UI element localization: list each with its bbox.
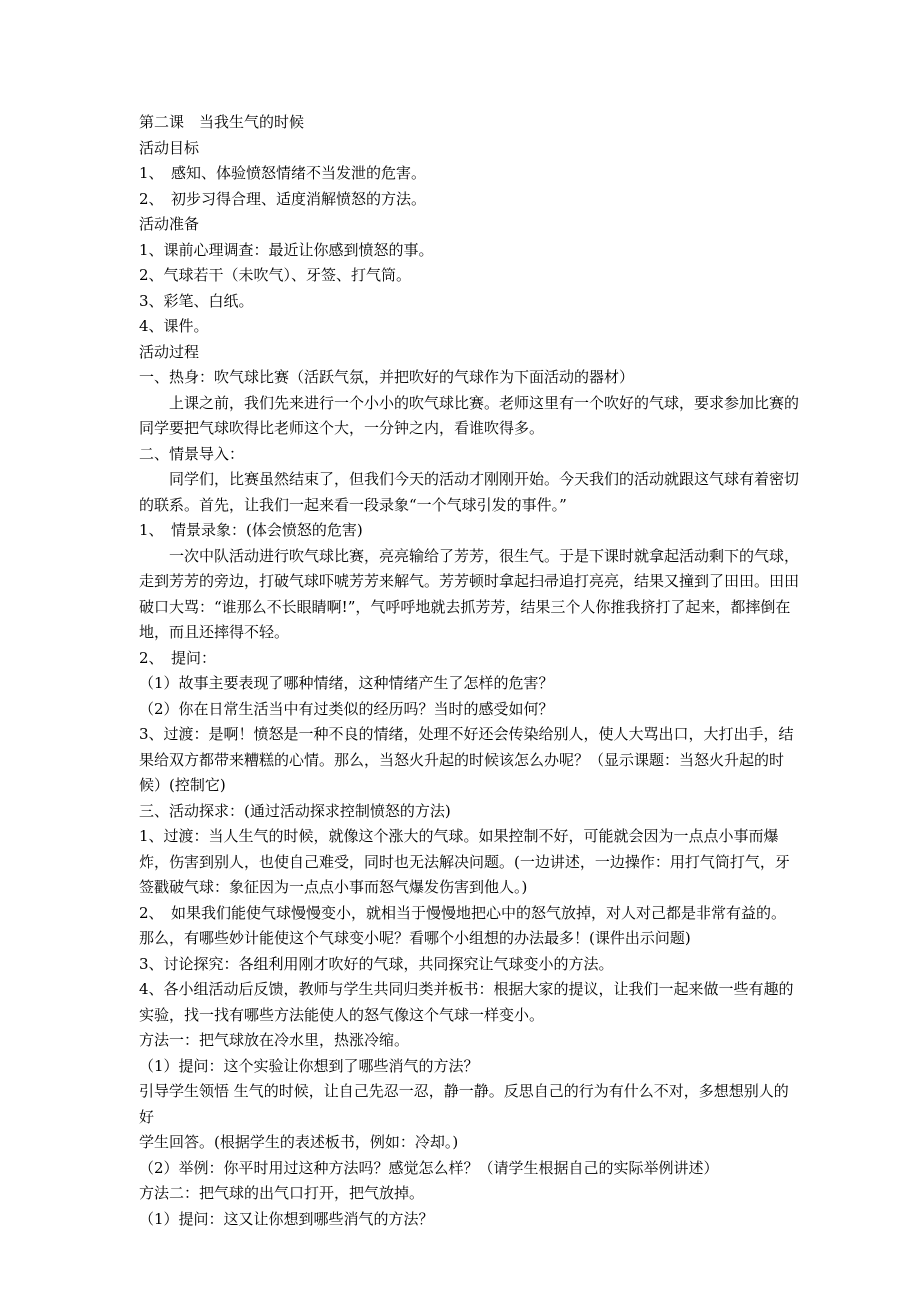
paragraph-line: 同学们，比赛虽然结束了，但我们今天的活动才刚刚开始。今天我们的活动就跟这气球有着密切的联系。首先，让我们一起来看一段录象“一个气球引发的事件。” bbox=[139, 470, 800, 514]
paragraph-line: （1）提问：这个实验让你想到了哪些消气的方法？ bbox=[139, 1056, 479, 1075]
paragraph-line: 方法二：把气球的出气口打开，把气放掉。 bbox=[139, 1184, 425, 1202]
paragraph-line: 3、讨论探究：各组利用刚才吹好的气球，共同探究让气球变小的方法。 bbox=[139, 954, 614, 973]
paragraph-line: 2、气球若干（未吹气）、牙签、打气筒。 bbox=[139, 266, 412, 284]
paragraph-line: 4、课件。 bbox=[139, 317, 209, 335]
paragraph-line: 1、 情景录象：(体会愤怒的危害) bbox=[139, 521, 363, 539]
document-body bbox=[139, 110, 799, 1232]
paragraph-line: （1）故事主要表现了哪种情绪，这种情绪产生了怎样的危害？ bbox=[139, 674, 554, 692]
paragraph-line: 1、 感知、体验愤怒情绪不当发泄的危害。 bbox=[139, 164, 427, 182]
paragraph-line: （2）举例：你平时用过这种方法吗？感觉怎么样？（请学生根据自己的实际举例讲述） bbox=[139, 1158, 719, 1177]
paragraph-line: 3、彩笔、白纸。 bbox=[139, 291, 254, 310]
paragraph-line: （2）你在日常生活当中有过类似的经历吗？当时的感受如何？ bbox=[139, 699, 554, 718]
paragraph-line: 方法一：把气球放在冷水里，热涨冷缩。 bbox=[139, 1031, 410, 1049]
paragraph-line: 三、活动探求：(通过活动探求控制愤怒的方法) bbox=[139, 801, 451, 820]
paragraph-line: 1、课前心理调查：最近让你感到愤怒的事。 bbox=[139, 240, 434, 259]
paragraph-line: 2、 如果我们能使气球慢慢变小，就相当于慢慢地把心中的怒气放掉，对人对己都是非常有益的。那么，有哪些妙计能使这个气球变小呢？看哪个小组想的办法最多！(课件出示问题) bbox=[139, 903, 787, 947]
paragraph-line: 活动准备 bbox=[139, 215, 200, 233]
paragraph-line: 活动过程 bbox=[139, 342, 200, 361]
lesson-title: 第二课 当我生气的时候 bbox=[139, 113, 305, 131]
paragraph-line: 活动目标 bbox=[139, 138, 200, 157]
paragraph-line: 引导学生领悟 生气的时候，让自己先忍一忍，静一静。反思自己的行为有什么不对，多想想别人的好 bbox=[139, 1082, 789, 1126]
paragraph-line: 2、 初步习得合理、适度消解愤怒的方法。 bbox=[139, 189, 427, 208]
paragraph-line: 3、过渡：是啊！愤怒是一种不良的情绪，处理不好还会传染给别人，使人大骂出口，大打出手，结果给双方都带来糟糕的心情。那么，当怒火升起的时候该怎么办呢？（显示课题：当怒火升起的时候）(控制它) bbox=[139, 725, 794, 794]
paragraph-line: 二、情景导入： bbox=[139, 444, 245, 463]
paragraph-line: 1、过渡：当人生气的时候，就像这个涨大的气球。如果控制不好，可能就会因为一点点小事而爆炸，伤害到别人，也使自己难受，同时也无法解决问题。(一边讲述，一边操作：用打气筒打气，牙签戳破气球：象征因为一点点小事而怒气爆发伤害到他人。) bbox=[139, 827, 790, 896]
paragraph-line: 一、热身：吹气球比赛（活跃气氛，并把吹好的气球作为下面活动的器材） bbox=[139, 368, 635, 386]
paragraph-line: 4、各小组活动后反馈，教师与学生共同归类并板书：根据大家的提议，让我们一起来做一些有趣的实验，找一找有哪些方法能使人的怒气像这个气球一样变小。 bbox=[139, 980, 794, 1024]
paragraph-line: 一次中队活动进行吹气球比赛，亮亮输给了芳芳，很生气。于是下课时就拿起活动剩下的气球，走到芳芳的旁边，打破气球吓唬芳芳来解气。芳芳顿时拿起扫帚追打亮亮，结果又撞到了田田。田田破口大骂：“谁那么不长眼睛啊!”，气呼呼地就去抓芳芳，结果三个人你推我挤打了起来，都摔倒在地，而且还摔得不轻。 bbox=[139, 546, 800, 641]
paragraph-line: 上课之前，我们先来进行一个小小的吹气球比赛。老师这里有一个吹好的气球，要求参加比赛的同学要把气球吹得比老师这个大，一分钟之内，看谁吹得多。 bbox=[139, 393, 800, 437]
paragraph-line: 2、 提问： bbox=[139, 648, 217, 667]
paragraph-line: 学生回答。(根据学生的表述板书，例如：冷却。) bbox=[139, 1133, 459, 1151]
paragraph-line: （1）提问：这又让你想到哪些消气的方法？ bbox=[139, 1209, 434, 1228]
